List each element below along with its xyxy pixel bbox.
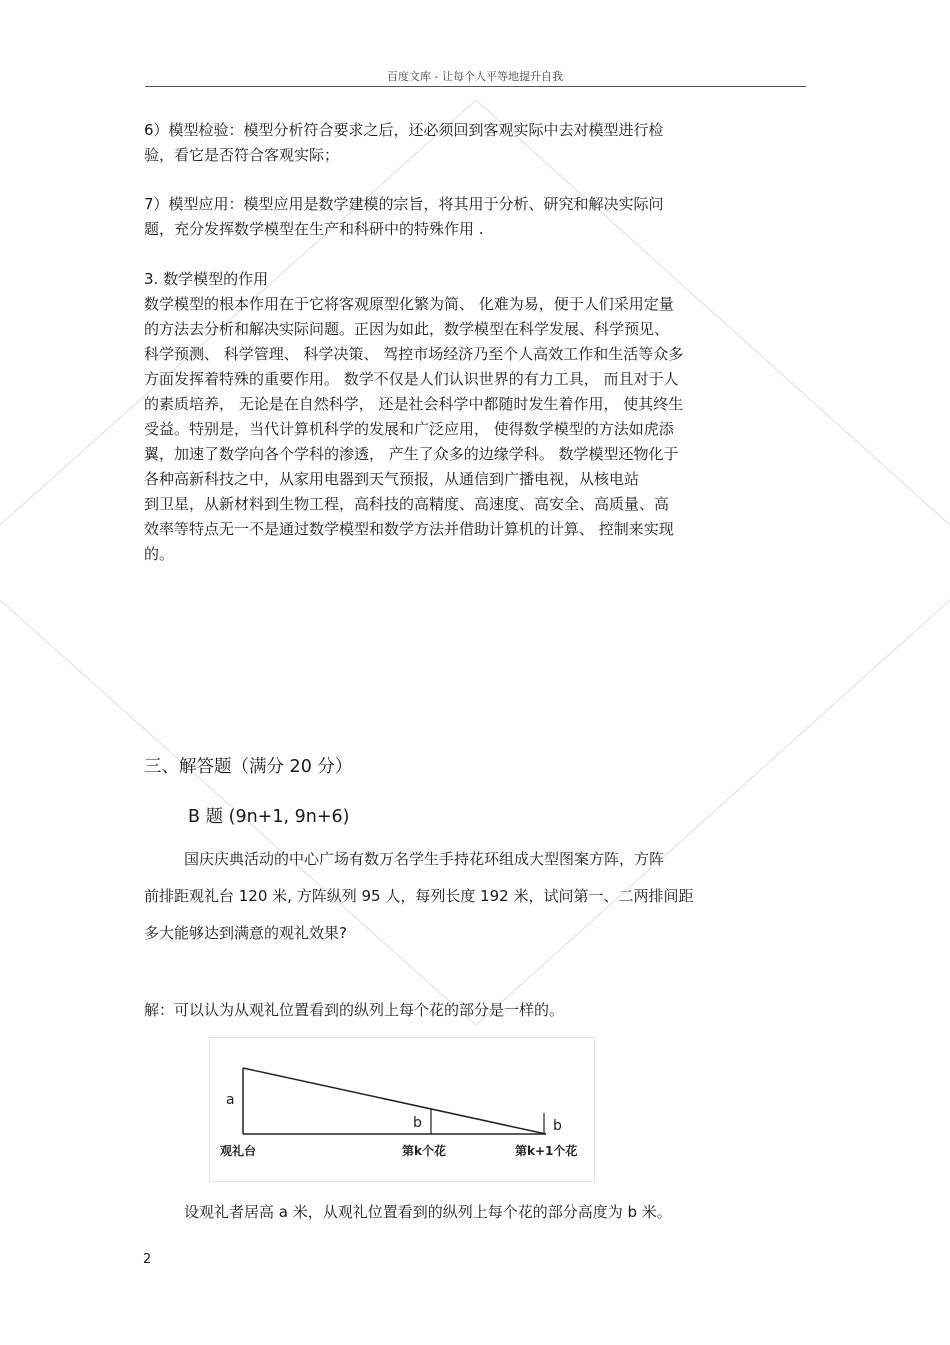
sight-line xyxy=(243,1068,546,1134)
label-a: a xyxy=(226,1092,235,1108)
page-number: 2 xyxy=(143,1252,152,1267)
problem-line-1: 国庆庆典活动的中心广场有数万名学生手持花环组成大型图案方阵，方阵 xyxy=(184,850,665,868)
section-3-line: 数学模型的根本作用在于它将客观原型化繁为简、 化难为易，便于人们采用定量 xyxy=(144,295,674,313)
section-3-line: 各种高新科技之中，从家用电器到天气预报，从通信到广播电视，从核电站 xyxy=(144,470,640,488)
label-b-mid: b xyxy=(413,1115,422,1131)
section-3-line: 受益。特别是，当代计算机科学的发展和广泛应用， 使得数学模型的方法如虎添 xyxy=(144,420,674,438)
section-6-line-2: 验，看它是否符合客观实际； xyxy=(144,146,340,164)
header-divider xyxy=(145,86,806,87)
solution-intro: 解：可以认为从观礼位置看到的纵列上每个花的部分是一样的。 xyxy=(144,1001,565,1019)
section-7-line-1: 7）模型应用：模型应用是数学建模的宗旨，将其用于分析、研究和解决实际问 xyxy=(144,195,664,213)
problem-b-heading: B 题 (9n+1, 9n+6) xyxy=(188,807,350,827)
section-6-line-1: 6）模型检验：模型分析符合要求之后，还必须回到客观实际中去对模型进行检 xyxy=(144,121,664,139)
label-flower-k1: 第k+1个花 xyxy=(515,1144,578,1158)
section-3-line: 到卫星，从新材料到生物工程，高科技的高精度、高速度、高安全、高质量、高 xyxy=(144,495,670,513)
section-3-line: 的。 xyxy=(144,545,175,563)
section-7-line-2: 题，充分发挥数学模型在生产和科研中的特殊作用 . xyxy=(144,220,484,238)
section-3-title: 3. 数学模型的作用 xyxy=(144,270,269,288)
section-3-line: 翼，加速了数学向各个学科的渗透， 产生了众多的边缘学科。 数学模型还物化于 xyxy=(144,445,679,463)
section-3-line: 的方法去分析和解决实际问题。正因为如此，数学模型在科学发展、科学预见、 xyxy=(144,320,670,338)
section-3-line: 效率等特点无一不是通过数学模型和数学方法并借助计算机的计算、 控制来实现 xyxy=(144,520,674,538)
viewing-angle-diagram xyxy=(209,1037,595,1182)
section-3-line: 的素质培养， 无论是在自然科学， 还是社会科学中都随时发生着作用， 使其终生 xyxy=(144,395,684,413)
page-header: 百度文库 - 让每个人平等地提升自我 xyxy=(387,70,563,83)
label-b-end: b xyxy=(553,1118,562,1134)
part-three-heading: 三、解答题（满分 20 分） xyxy=(144,757,353,777)
section-3-line: 方面发挥着特殊的重要作用。 数学不仅是人们认识世界的有力工具， 而且对于人 xyxy=(144,370,679,388)
diagram-svg xyxy=(210,1038,594,1181)
label-stand: 观礼台 xyxy=(220,1144,257,1158)
problem-line-3: 多大能够达到满意的观礼效果? xyxy=(144,924,347,942)
section-3-line: 科学预测、 科学管理、 科学决策、 驾控市场经济乃至个人高效工作和生活等众多 xyxy=(144,345,684,363)
problem-line-2: 前排距观礼台 120 米, 方阵纵列 95 人，每列长度 192 米，试问第一、二两排间距 xyxy=(144,887,694,905)
label-flower-k: 第k个花 xyxy=(402,1144,446,1158)
conclusion-line: 设观礼者居高 a 米，从观礼位置看到的纵列上每个花的部分高度为 b 米。 xyxy=(184,1203,672,1221)
